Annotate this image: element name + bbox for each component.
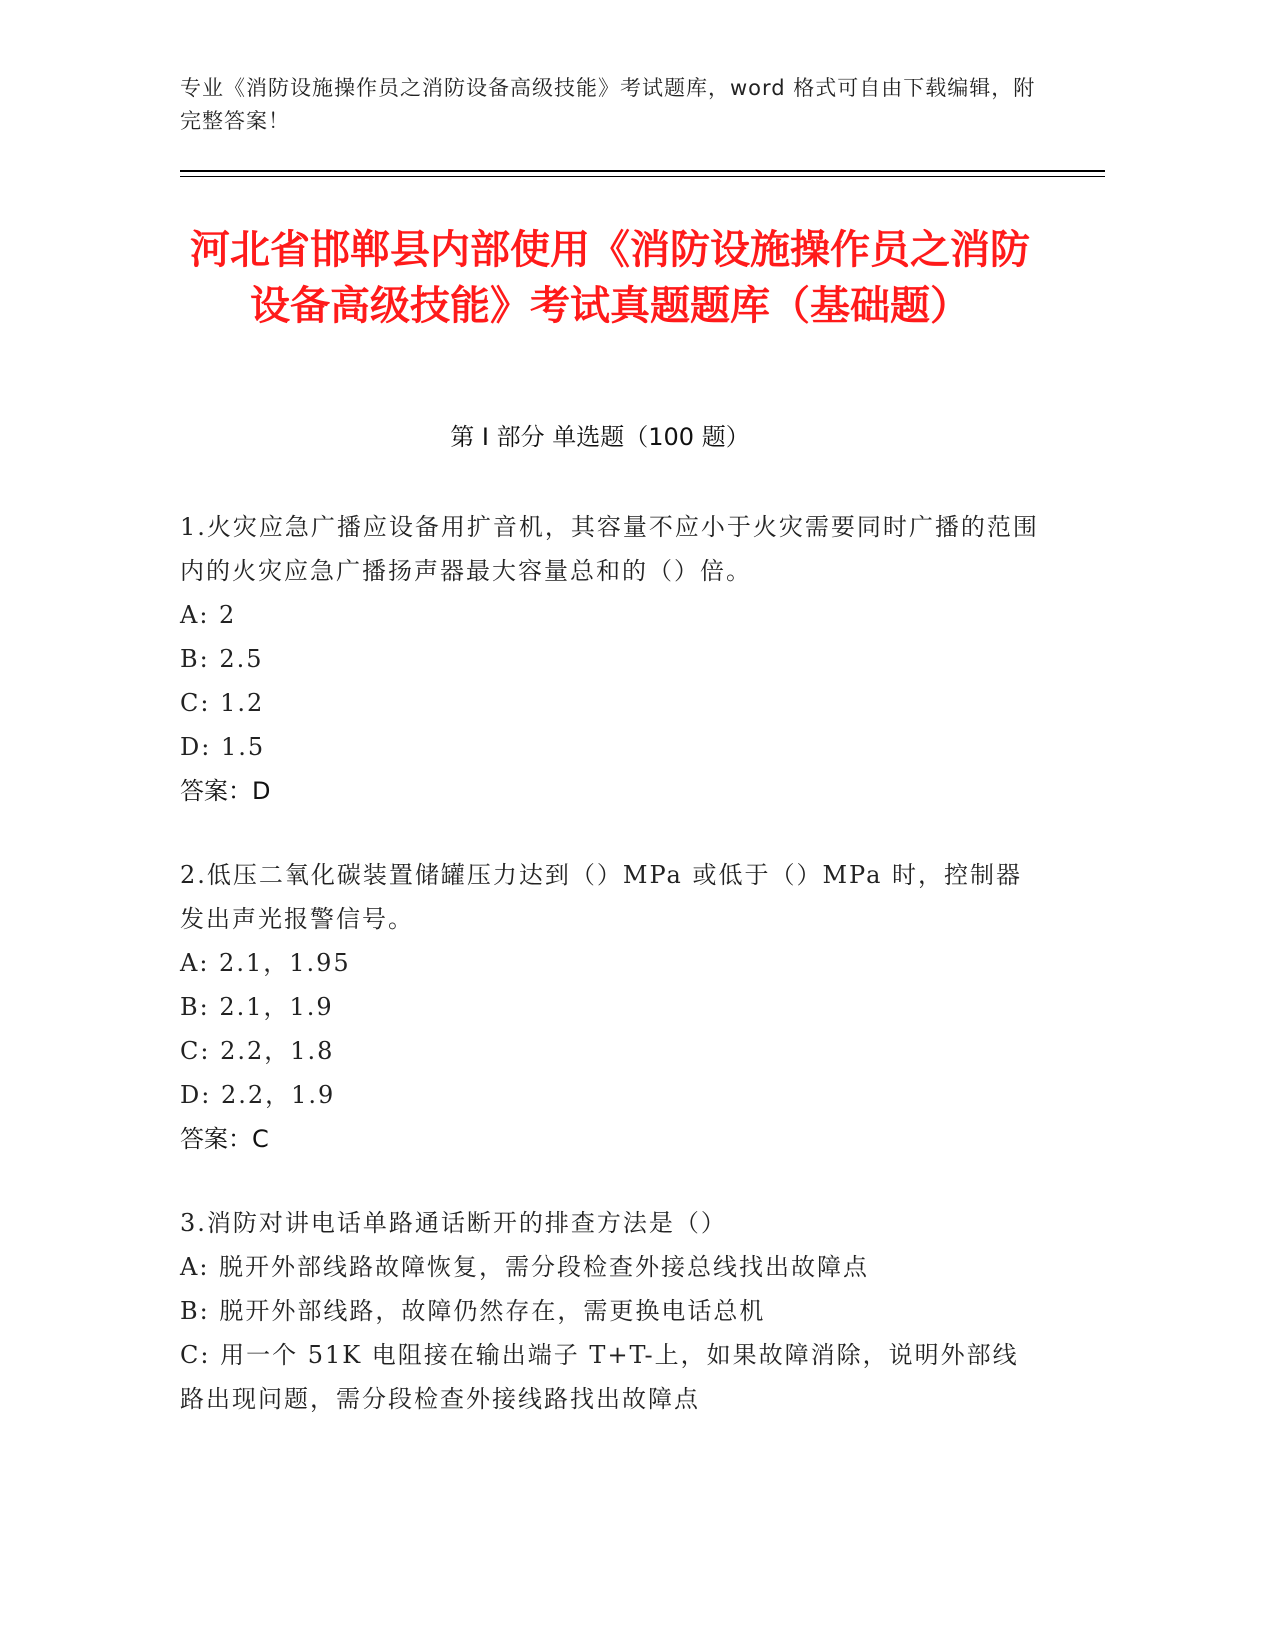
option-d: D: 2.2，1.9 xyxy=(180,1081,336,1109)
option-c: C: 1.2 xyxy=(180,689,265,717)
option-a: A: 脱开外部线路故障恢复，需分段检查外接总线找出故障点 xyxy=(180,1253,870,1281)
question-2 xyxy=(180,853,1040,1161)
option-c: C: 2.2，1.8 xyxy=(180,1037,335,1065)
option-b: B: 脱开外部线路，故障仍然存在，需更换电话总机 xyxy=(180,1297,766,1325)
option-b: B: 2.5 xyxy=(180,645,264,673)
question-answer: 答案：C xyxy=(180,1125,269,1153)
question-answer: 答案：D xyxy=(180,777,271,805)
question-stem: 2.低压二氧化碳装置储罐压力达到（）MPa 或低于（）MPa 时，控制器发出声光报警信号。 xyxy=(180,861,1023,933)
section-title: 第 I 部分 单选题（100 题） xyxy=(450,423,750,451)
question-stem: 1.火灾应急广播应设备用扩音机，其容量不应小于火灾需要同时广播的范围内的火灾应急广播扬声器最大容量总和的（）倍。 xyxy=(180,513,1039,585)
option-d: D: 1.5 xyxy=(180,733,266,761)
header-rule-thick xyxy=(180,170,1105,172)
question-list xyxy=(180,505,1040,1461)
option-c: C: 用一个 51K 电阻接在输出端子 T+T-上，如果故障消除，说明外部线路出现问题，需分段检查外接线路找出故障点 xyxy=(180,1341,1019,1413)
option-b: B: 2.1，1.9 xyxy=(180,993,334,1021)
document-title: 河北省邯郸县内部使用《消防设施操作员之消防设备高级技能》考试真题题库（基础题） xyxy=(190,227,1030,329)
option-a: A: 2 xyxy=(180,601,237,629)
question-3 xyxy=(180,1201,1040,1421)
question-1 xyxy=(180,505,1040,813)
option-a: A: 2.1，1.95 xyxy=(180,949,351,977)
header-note: 专业《消防设施操作员之消防设备高级技能》考试题库，word 格式可自由下载编辑，附完整答案！ xyxy=(180,76,1036,133)
question-stem: 3.消防对讲电话单路通话断开的排查方法是（） xyxy=(180,1209,727,1237)
header-rule-thin xyxy=(180,176,1105,177)
